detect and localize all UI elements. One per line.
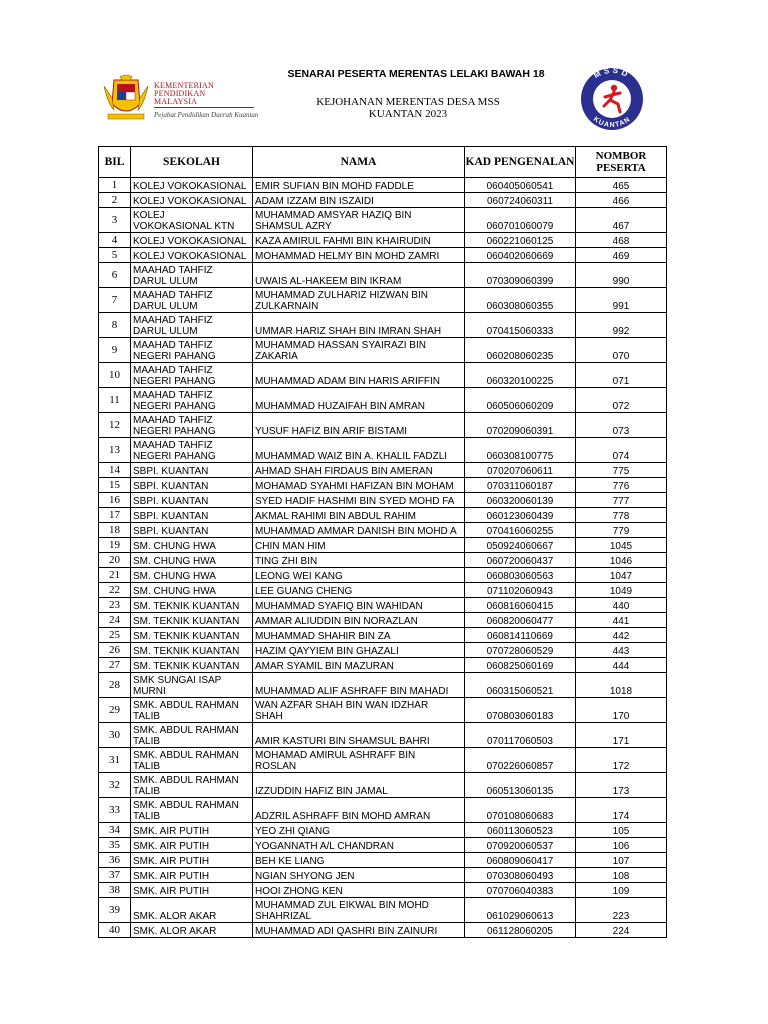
row-nombor-peserta: 1049 xyxy=(576,583,667,598)
row-nombor-peserta: 441 xyxy=(576,613,667,628)
row-nombor-peserta: 106 xyxy=(576,838,667,853)
row-sekolah: SBPI. KUANTAN xyxy=(131,478,253,493)
row-sekolah: SMK. ALOR AKAR xyxy=(131,898,253,923)
row-nama: MOHAMAD AMIRUL ASHRAFF BIN ROSLAN xyxy=(253,748,465,773)
row-kad-pengenalan: 050924060667 xyxy=(465,538,576,553)
row-nama: MUHAMMAD ADI QASHRI BIN ZAINURI xyxy=(253,923,465,938)
table-row xyxy=(99,923,667,938)
row-nombor-peserta: 223 xyxy=(576,898,667,923)
row-sekolah: SM. TEKNIK KUANTAN xyxy=(131,628,253,643)
row-bil: 40 xyxy=(99,923,131,938)
row-nama: ADZRIL ASHRAFF BIN MOHD AMRAN xyxy=(253,798,465,823)
table-row xyxy=(99,658,667,673)
row-kad-pengenalan: 060814110669 xyxy=(465,628,576,643)
row-bil: 23 xyxy=(99,598,131,613)
row-bil: 6 xyxy=(99,263,131,288)
row-nombor-peserta: 440 xyxy=(576,598,667,613)
row-nombor-peserta: 070 xyxy=(576,338,667,363)
row-nombor-peserta: 1047 xyxy=(576,568,667,583)
row-kad-pengenalan: 060308060355 xyxy=(465,288,576,313)
row-nombor-peserta: 071 xyxy=(576,363,667,388)
row-bil: 34 xyxy=(99,823,131,838)
row-kad-pengenalan: 060825060169 xyxy=(465,658,576,673)
row-nombor-peserta: 779 xyxy=(576,523,667,538)
table-row xyxy=(99,438,667,463)
row-kad-pengenalan: 070728060529 xyxy=(465,643,576,658)
row-kad-pengenalan: 070108060683 xyxy=(465,798,576,823)
row-sekolah: SM. CHUNG HWA xyxy=(131,553,253,568)
row-kad-pengenalan: 070117060503 xyxy=(465,723,576,748)
row-sekolah: MAAHAD TAHFIZ DARUL ULUM xyxy=(131,288,253,313)
row-sekolah: SMK. ABDUL RAHMAN TALIB xyxy=(131,723,253,748)
row-nama: TING ZHI BIN xyxy=(253,553,465,568)
row-nama: MUHAMMAD SYAFIQ BIN WAHIDAN xyxy=(253,598,465,613)
row-bil: 1 xyxy=(99,178,131,193)
table-row xyxy=(99,178,667,193)
row-bil: 12 xyxy=(99,413,131,438)
row-kad-pengenalan: 060506060209 xyxy=(465,388,576,413)
row-nama: LEE GUANG CHENG xyxy=(253,583,465,598)
row-bil: 13 xyxy=(99,438,131,463)
row-nombor-peserta: 990 xyxy=(576,263,667,288)
row-sekolah: KOLEJ VOKOKASIONAL xyxy=(131,193,253,208)
row-bil: 30 xyxy=(99,723,131,748)
row-bil: 18 xyxy=(99,523,131,538)
row-bil: 5 xyxy=(99,248,131,263)
row-sekolah: SMK. AIR PUTIH xyxy=(131,838,253,853)
row-nombor-peserta: 1045 xyxy=(576,538,667,553)
row-bil: 29 xyxy=(99,698,131,723)
row-sekolah: SMK. AIR PUTIH xyxy=(131,883,253,898)
row-nama: BEH KE LIANG xyxy=(253,853,465,868)
row-bil: 28 xyxy=(99,673,131,698)
table-row xyxy=(99,193,667,208)
row-nama: YUSUF HAFIZ BIN ARIF BISTAMI xyxy=(253,413,465,438)
table-row xyxy=(99,628,667,643)
row-sekolah: SM. TEKNIK KUANTAN xyxy=(131,643,253,658)
row-nombor-peserta: 776 xyxy=(576,478,667,493)
row-nama: MUHAMMAD HUZAIFAH BIN AMRAN xyxy=(253,388,465,413)
table-row xyxy=(99,413,667,438)
row-nombor-peserta: 170 xyxy=(576,698,667,723)
row-nombor-peserta: 444 xyxy=(576,658,667,673)
row-nama: HOOI ZHONG KEN xyxy=(253,883,465,898)
row-kad-pengenalan: 070311060187 xyxy=(465,478,576,493)
row-nombor-peserta: 108 xyxy=(576,868,667,883)
row-bil: 3 xyxy=(99,208,131,233)
row-nombor-peserta: 469 xyxy=(576,248,667,263)
row-kad-pengenalan: 060402060669 xyxy=(465,248,576,263)
row-sekolah: SBPI. KUANTAN xyxy=(131,523,253,538)
row-sekolah: SM. TEKNIK KUANTAN xyxy=(131,598,253,613)
row-bil: 8 xyxy=(99,313,131,338)
row-kad-pengenalan: 070706040383 xyxy=(465,883,576,898)
row-kad-pengenalan: 060405060541 xyxy=(465,178,576,193)
row-kad-pengenalan: 060113060523 xyxy=(465,823,576,838)
row-nama: MOHAMAD SYAHMI HAFIZAN BIN MOHAM xyxy=(253,478,465,493)
row-sekolah: SMK. ABDUL RAHMAN TALIB xyxy=(131,798,253,823)
row-nombor-peserta: 173 xyxy=(576,773,667,798)
row-bil: 31 xyxy=(99,748,131,773)
row-kad-pengenalan: 061128060205 xyxy=(465,923,576,938)
row-sekolah: SMK. ABDUL RAHMAN TALIB xyxy=(131,698,253,723)
table-row xyxy=(99,868,667,883)
row-kad-pengenalan: 060803060563 xyxy=(465,568,576,583)
row-sekolah: SMK SUNGAI ISAP MURNI xyxy=(131,673,253,698)
row-nama: LEONG WEI KANG xyxy=(253,568,465,583)
row-sekolah: KOLEJ VOKOKASIONAL xyxy=(131,233,253,248)
table-row xyxy=(99,823,667,838)
row-sekolah: MAAHAD TAHFIZ DARUL ULUM xyxy=(131,313,253,338)
event-title: KEJOHANAN MERENTAS DESA MSS KUANTAN 2023 xyxy=(316,96,500,120)
row-bil: 4 xyxy=(99,233,131,248)
row-kad-pengenalan: 060809060417 xyxy=(465,853,576,868)
row-kad-pengenalan: 060221060125 xyxy=(465,233,576,248)
row-nama: MUHAMMAD WAIZ BIN A. KHALIL FADZLI xyxy=(253,438,465,463)
table-row xyxy=(99,493,667,508)
row-bil: 10 xyxy=(99,363,131,388)
row-kad-pengenalan: 061029060613 xyxy=(465,898,576,923)
row-sekolah: KOLEJ VOKOKASIONAL xyxy=(131,178,253,193)
row-sekolah: MAAHAD TAHFIZ NEGERI PAHANG xyxy=(131,438,253,463)
row-sekolah: SBPI. KUANTAN xyxy=(131,493,253,508)
participant-table xyxy=(98,146,667,938)
table-row xyxy=(99,208,667,233)
row-bil: 22 xyxy=(99,583,131,598)
row-nombor-peserta: 1018 xyxy=(576,673,667,698)
row-kad-pengenalan: 070308060493 xyxy=(465,868,576,883)
row-nombor-peserta: 777 xyxy=(576,493,667,508)
row-nama: YOGANNATH A/L CHANDRAN xyxy=(253,838,465,853)
row-kad-pengenalan: 070207060611 xyxy=(465,463,576,478)
row-sekolah: SMK. ABDUL RAHMAN TALIB xyxy=(131,773,253,798)
row-nama: AKMAL RAHIMI BIN ABDUL RAHIM xyxy=(253,508,465,523)
row-nama: UWAIS AL-HAKEEM BIN IKRAM xyxy=(253,263,465,288)
row-bil: 25 xyxy=(99,628,131,643)
row-nama: MUHAMMAD AMMAR DANISH BIN MOHD A xyxy=(253,523,465,538)
row-nama: YEO ZHI QIANG xyxy=(253,823,465,838)
row-bil: 32 xyxy=(99,773,131,798)
column-header-sekolah: SEKOLAH xyxy=(131,147,253,178)
row-nombor-peserta: 443 xyxy=(576,643,667,658)
row-nama: KAZA AMIRUL FAHMI BIN KHAIRUDIN xyxy=(253,233,465,248)
row-kad-pengenalan: 060724060311 xyxy=(465,193,576,208)
table-row xyxy=(99,853,667,868)
row-bil: 38 xyxy=(99,883,131,898)
row-nombor-peserta: 992 xyxy=(576,313,667,338)
row-bil: 2 xyxy=(99,193,131,208)
row-nombor-peserta: 074 xyxy=(576,438,667,463)
document-title: SENARAI PESERTA MERENTAS LELAKI BAWAH 18 xyxy=(287,68,545,80)
row-bil: 19 xyxy=(99,538,131,553)
row-sekolah: MAAHAD TAHFIZ NEGERI PAHANG xyxy=(131,388,253,413)
row-kad-pengenalan: 060123060439 xyxy=(465,508,576,523)
row-bil: 9 xyxy=(99,338,131,363)
row-nama: CHIN MAN HIM xyxy=(253,538,465,553)
row-nombor-peserta: 467 xyxy=(576,208,667,233)
row-bil: 7 xyxy=(99,288,131,313)
row-sekolah: SM. TEKNIK KUANTAN xyxy=(131,658,253,673)
row-sekolah: KOLEJ VOKOKASIONAL xyxy=(131,248,253,263)
row-nama: AMMAR ALIUDDIN BIN NORAZLAN xyxy=(253,613,465,628)
row-nombor-peserta: 466 xyxy=(576,193,667,208)
row-kad-pengenalan: 060315060521 xyxy=(465,673,576,698)
table-row xyxy=(99,338,667,363)
row-nama: MUHAMMAD ZULHARIZ HIZWAN BIN ZULKARNAIN xyxy=(253,288,465,313)
row-sekolah: SMK. ABDUL RAHMAN TALIB xyxy=(131,748,253,773)
row-nombor-peserta: 174 xyxy=(576,798,667,823)
emblem-bottom-text: KUANTAN xyxy=(591,115,633,130)
table-row xyxy=(99,248,667,263)
row-kad-pengenalan: 060720060437 xyxy=(465,553,576,568)
row-nama: NGIAN SHYONG JEN xyxy=(253,868,465,883)
row-nombor-peserta: 1046 xyxy=(576,553,667,568)
row-kad-pengenalan: 060308100775 xyxy=(465,438,576,463)
row-nama: IZZUDDIN HAFIZ BIN JAMAL xyxy=(253,773,465,798)
row-bil: 16 xyxy=(99,493,131,508)
table-row xyxy=(99,463,667,478)
row-nama: MUHAMMAD ADAM BIN HARIS ARIFFIN xyxy=(253,363,465,388)
table-row xyxy=(99,723,667,748)
row-kad-pengenalan: 060208060235 xyxy=(465,338,576,363)
row-sekolah: SMK. AIR PUTIH xyxy=(131,868,253,883)
table-row xyxy=(99,898,667,923)
row-nama: MUHAMMAD ALIF ASHRAFF BIN MAHADI xyxy=(253,673,465,698)
row-kad-pengenalan: 070309060399 xyxy=(465,263,576,288)
row-bil: 24 xyxy=(99,613,131,628)
row-sekolah: MAAHAD TAHFIZ NEGERI PAHANG xyxy=(131,338,253,363)
table-body xyxy=(99,178,667,938)
table-header-row xyxy=(99,147,667,178)
row-kad-pengenalan: 060820060477 xyxy=(465,613,576,628)
table-row xyxy=(99,613,667,628)
row-nama: HAZIM QAYYIEM BIN GHAZALI xyxy=(253,643,465,658)
table-row xyxy=(99,288,667,313)
table-row xyxy=(99,673,667,698)
row-nama: MUHAMMAD HASSAN SYAIRAZI BIN ZAKARIA xyxy=(253,338,465,363)
table-row xyxy=(99,698,667,723)
row-nama: SYED HADIF HASHMI BIN SYED MOHD FA xyxy=(253,493,465,508)
row-sekolah: KOLEJ VOKOKASIONAL KTN xyxy=(131,208,253,233)
table-row xyxy=(99,363,667,388)
row-kad-pengenalan: 070209060391 xyxy=(465,413,576,438)
row-nama: UMMAR HARIZ SHAH BIN IMRAN SHAH xyxy=(253,313,465,338)
column-header-nama: NAMA xyxy=(253,147,465,178)
row-sekolah: MAAHAD TAHFIZ NEGERI PAHANG xyxy=(131,363,253,388)
row-nombor-peserta: 442 xyxy=(576,628,667,643)
row-kad-pengenalan: 070920060537 xyxy=(465,838,576,853)
row-nama: MUHAMMAD ZUL EIKWAL BIN MOHD SHAHRIZAL xyxy=(253,898,465,923)
row-kad-pengenalan: 060320100225 xyxy=(465,363,576,388)
row-nombor-peserta: 468 xyxy=(576,233,667,248)
ministry-name: KEMENTERIAN PENDIDIKAN MALAYSIA xyxy=(154,81,214,106)
row-sekolah: SM. CHUNG HWA xyxy=(131,583,253,598)
row-bil: 36 xyxy=(99,853,131,868)
row-nombor-peserta: 107 xyxy=(576,853,667,868)
row-nama: ADAM IZZAM BIN ISZAIDI xyxy=(253,193,465,208)
row-kad-pengenalan: 070415060333 xyxy=(465,313,576,338)
table-row xyxy=(99,748,667,773)
row-nombor-peserta: 105 xyxy=(576,823,667,838)
row-bil: 20 xyxy=(99,553,131,568)
row-nombor-peserta: 224 xyxy=(576,923,667,938)
table-row xyxy=(99,553,667,568)
row-kad-pengenalan: 070416060255 xyxy=(465,523,576,538)
row-bil: 27 xyxy=(99,658,131,673)
row-kad-pengenalan: 071102060943 xyxy=(465,583,576,598)
table-row xyxy=(99,388,667,413)
row-sekolah: MAAHAD TAHFIZ NEGERI PAHANG xyxy=(131,413,253,438)
row-kad-pengenalan: 060816060415 xyxy=(465,598,576,613)
row-nama: MUHAMMAD AMSYAR HAZIQ BIN SHAMSUL AZRY xyxy=(253,208,465,233)
row-sekolah: SMK. AIR PUTIH xyxy=(131,853,253,868)
row-sekolah: SM. TEKNIK KUANTAN xyxy=(131,613,253,628)
column-header-bil: BIL xyxy=(99,147,131,178)
row-nama: AMAR SYAMIL BIN MAZURAN xyxy=(253,658,465,673)
row-kad-pengenalan: 070226060857 xyxy=(465,748,576,773)
row-nombor-peserta: 465 xyxy=(576,178,667,193)
table-row xyxy=(99,568,667,583)
table-row xyxy=(99,583,667,598)
row-bil: 14 xyxy=(99,463,131,478)
row-bil: 37 xyxy=(99,868,131,883)
row-bil: 26 xyxy=(99,643,131,658)
row-kad-pengenalan: 060701060079 xyxy=(465,208,576,233)
row-bil: 39 xyxy=(99,898,131,923)
table-row xyxy=(99,643,667,658)
row-bil: 15 xyxy=(99,478,131,493)
table-row xyxy=(99,263,667,288)
row-nombor-peserta: 172 xyxy=(576,748,667,773)
row-nama: EMIR SUFIAN BIN MOHD FADDLE xyxy=(253,178,465,193)
column-header-nombor-peserta: NOMBOR PESERTA xyxy=(576,147,667,178)
table-row xyxy=(99,798,667,823)
row-kad-pengenalan: 060513060135 xyxy=(465,773,576,798)
row-nama: MOHAMMAD HELMY BIN MOHD ZAMRI xyxy=(253,248,465,263)
row-bil: 35 xyxy=(99,838,131,853)
table-row xyxy=(99,313,667,338)
row-bil: 33 xyxy=(99,798,131,823)
row-sekolah: SM. CHUNG HWA xyxy=(131,538,253,553)
row-sekolah: SBPI. KUANTAN xyxy=(131,463,253,478)
row-nombor-peserta: 778 xyxy=(576,508,667,523)
table-row xyxy=(99,838,667,853)
row-nombor-peserta: 109 xyxy=(576,883,667,898)
row-nama: AHMAD SHAH FIRDAUS BIN AMERAN xyxy=(253,463,465,478)
table-row xyxy=(99,883,667,898)
table-row xyxy=(99,478,667,493)
row-sekolah: SBPI. KUANTAN xyxy=(131,508,253,523)
row-nombor-peserta: 991 xyxy=(576,288,667,313)
row-bil: 17 xyxy=(99,508,131,523)
row-sekolah: SMK. AIR PUTIH xyxy=(131,823,253,838)
row-nama: MUHAMMAD SHAHIR BIN ZA xyxy=(253,628,465,643)
row-nama: AMIR KASTURI BIN SHAMSUL BAHRI xyxy=(253,723,465,748)
row-bil: 21 xyxy=(99,568,131,583)
row-nama: WAN AZFAR SHAH BIN WAN IDZHAR SHAH xyxy=(253,698,465,723)
row-sekolah: SMK. ALOR AKAR xyxy=(131,923,253,938)
table-row xyxy=(99,233,667,248)
table-row xyxy=(99,538,667,553)
mssd-kuantan-emblem-icon xyxy=(574,66,650,132)
row-kad-pengenalan: 060320060139 xyxy=(465,493,576,508)
row-nombor-peserta: 171 xyxy=(576,723,667,748)
row-kad-pengenalan: 070803060183 xyxy=(465,698,576,723)
column-header-kad-pengenalan: KAD PENGENALAN xyxy=(465,147,576,178)
row-nombor-peserta: 073 xyxy=(576,413,667,438)
table-row xyxy=(99,773,667,798)
table-row xyxy=(99,598,667,613)
table-row xyxy=(99,508,667,523)
emblem-top-text: MSSD xyxy=(592,66,632,81)
row-sekolah: SM. CHUNG HWA xyxy=(131,568,253,583)
table-row xyxy=(99,523,667,538)
row-sekolah: MAAHAD TAHFIZ DARUL ULUM xyxy=(131,263,253,288)
row-bil: 11 xyxy=(99,388,131,413)
row-nombor-peserta: 775 xyxy=(576,463,667,478)
row-nombor-peserta: 072 xyxy=(576,388,667,413)
district-office-name: Pejabat Pendidikan Daerah Kuantan xyxy=(154,111,259,119)
